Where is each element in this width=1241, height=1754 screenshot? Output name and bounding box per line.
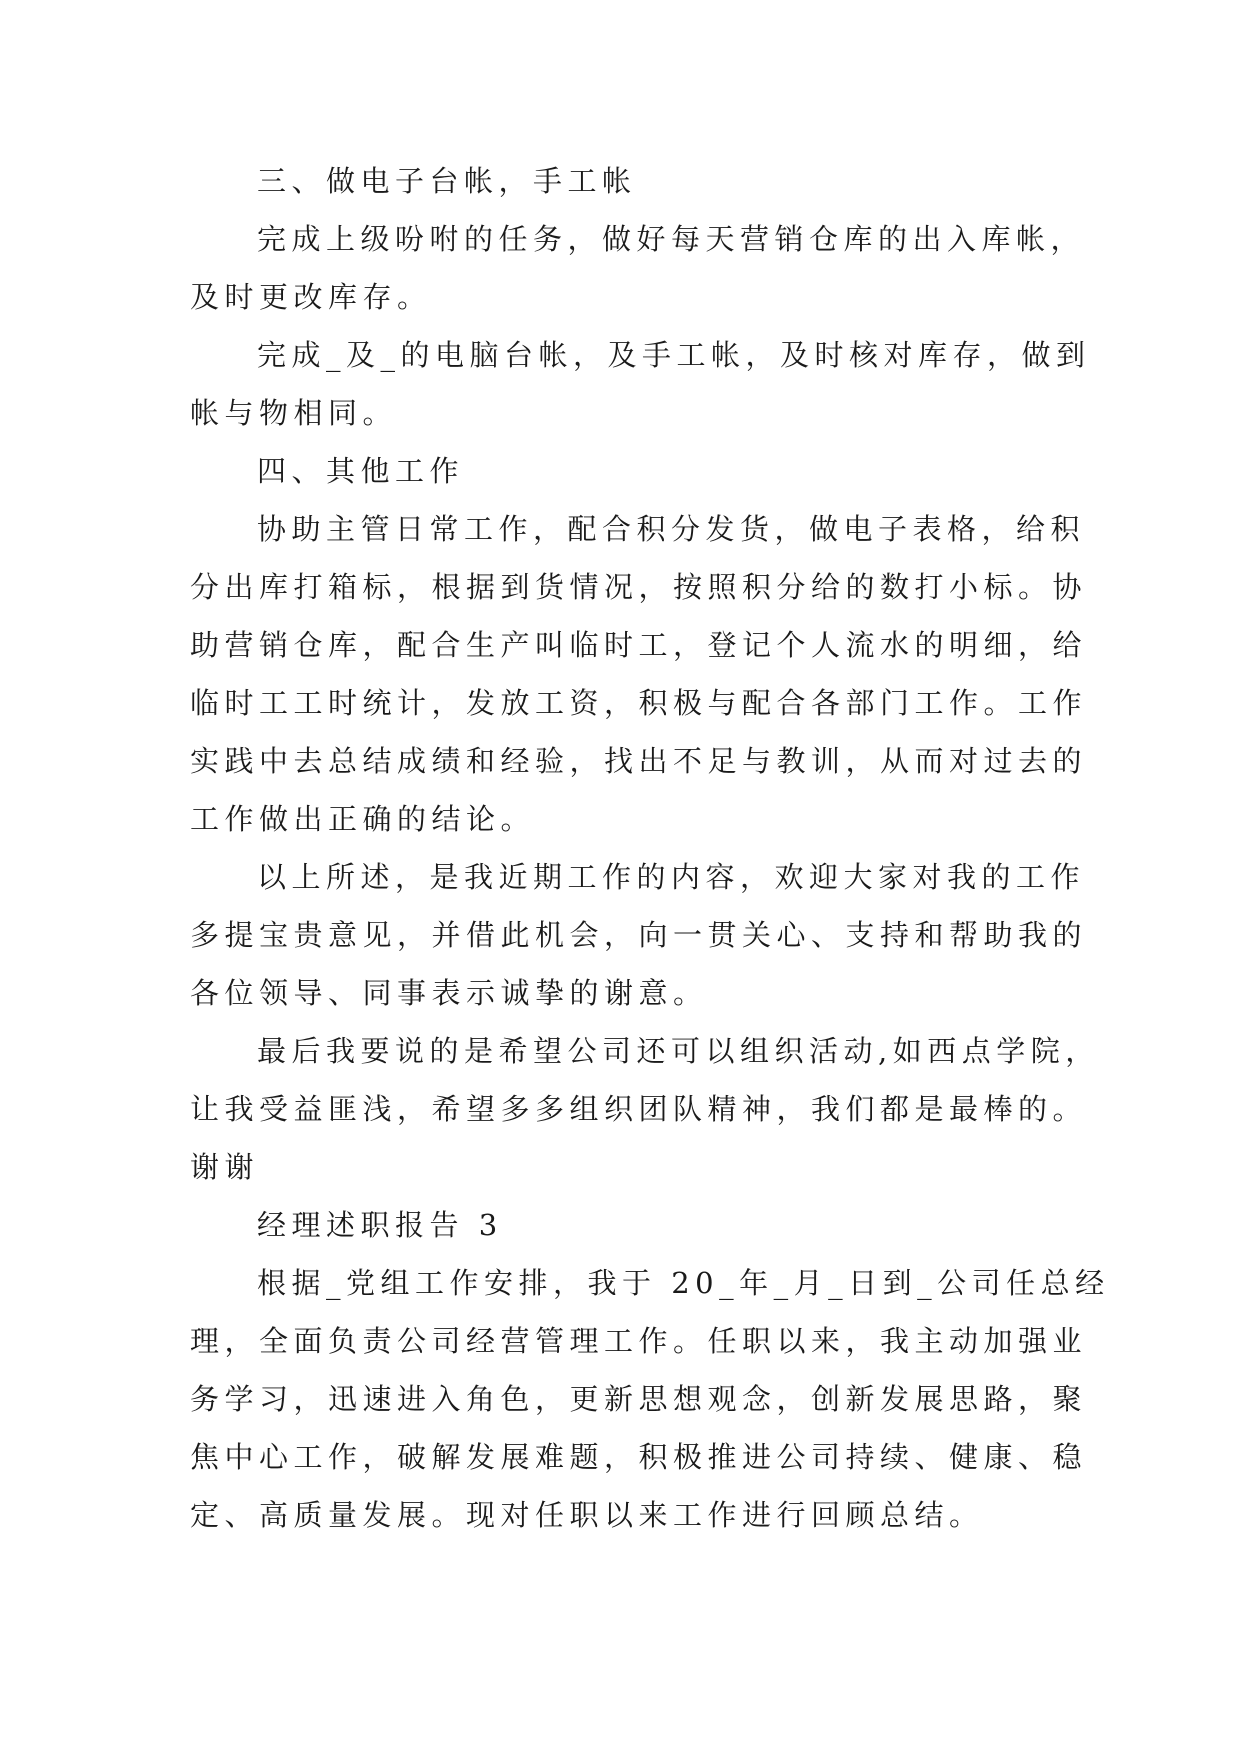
paragraph-line: 最后我要说的是希望公司还可以组织活动,如西点学院， [257, 1034, 1100, 1068]
paragraph-line: 完成上级吩咐的任务，做好每天营销仓库的出入库帐， [257, 222, 1086, 256]
paragraph-line: 临时工工时统计，发放工资，积极与配合各部门工作。工作 [190, 686, 1088, 720]
paragraph-line: 焦中心工作，破解发展难题，积极推进公司持续、健康、稳 [190, 1440, 1088, 1474]
paragraph-line: 让我受益匪浅，希望多多组织团队精神，我们都是最棒的。 [190, 1092, 1088, 1126]
document-page [190, 152, 1110, 1544]
paragraph-line: 根据_党组工作安排，我于 20_年_月_日到_公司任总经 [257, 1266, 1110, 1300]
paragraph-line: 理，全面负责公司经营管理工作。任职以来，我主动加强业 [190, 1324, 1088, 1358]
paragraph-line: 谢谢 [190, 1150, 260, 1184]
report-title: 经理述职报告 3 [257, 1208, 503, 1242]
section-heading-three: 三、做电子台帐，手工帐 [257, 164, 637, 198]
paragraph-line: 实践中去总结成绩和经验，找出不足与教训，从而对过去的 [190, 744, 1088, 778]
paragraph-line: 完成_及_的电脑台帐，及手工帐，及时核对库存，做到 [257, 338, 1091, 372]
paragraph-line: 定、高质量发展。现对任职以来工作进行回顾总结。 [190, 1498, 984, 1532]
paragraph-line: 务学习，迅速进入角色，更新思想观念，创新发展思路，聚 [190, 1382, 1088, 1416]
paragraph-line: 多提宝贵意见，并借此机会，向一贯关心、支持和帮助我的 [190, 918, 1088, 952]
paragraph-line: 助营销仓库，配合生产叫临时工，登记个人流水的明细，给 [190, 628, 1088, 662]
paragraph-line: 帐与物相同。 [190, 396, 398, 430]
paragraph-line: 及时更改库存。 [190, 280, 432, 314]
paragraph-line: 以上所述，是我近期工作的内容，欢迎大家对我的工作 [257, 860, 1086, 894]
paragraph-line: 工作做出正确的结论。 [190, 802, 536, 836]
paragraph-line: 各位领导、同事表示诚挚的谢意。 [190, 976, 708, 1010]
paragraph-line: 协助主管日常工作，配合积分发货，做电子表格，给积 [257, 512, 1086, 546]
paragraph-line: 分出库打箱标，根据到货情况，按照积分给的数打小标。协 [190, 570, 1088, 604]
section-heading-four: 四、其他工作 [257, 454, 465, 488]
